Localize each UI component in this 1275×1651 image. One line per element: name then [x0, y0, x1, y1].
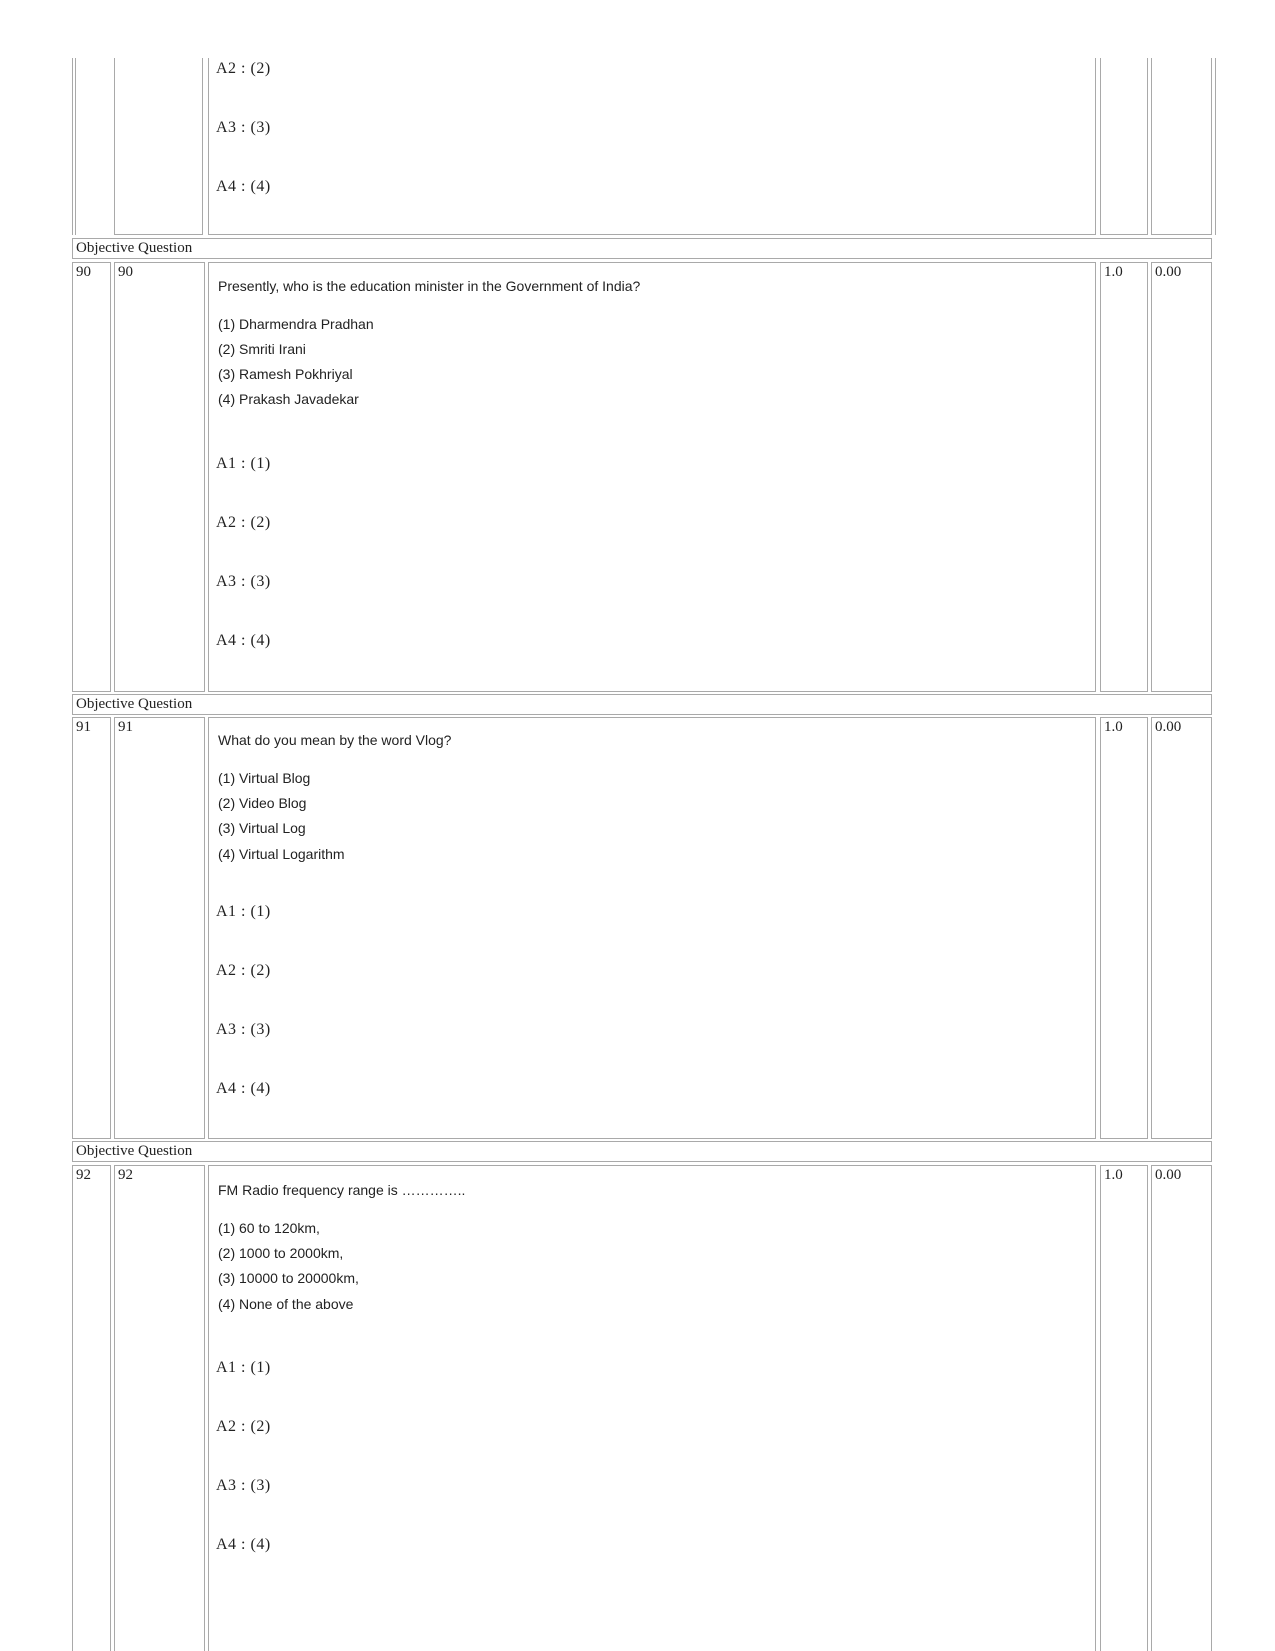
section-header: Objective Question	[72, 1141, 1212, 1162]
question-cell	[208, 717, 1096, 1139]
negative-cell	[1151, 262, 1212, 692]
section-header: Objective Question	[72, 238, 1212, 259]
question-text: FM Radio frequency range is …………..	[218, 1182, 466, 1198]
option-item: (1) Dharmendra Pradhan	[218, 316, 374, 332]
answer-option: A3 : (3)	[216, 1021, 271, 1038]
marks-cell	[1100, 58, 1148, 235]
answer-option: A1 : (1)	[216, 903, 271, 920]
question-text: What do you mean by the word Vlog?	[218, 732, 452, 748]
option-item: (3) 10000 to 20000km,	[218, 1270, 359, 1286]
section-header: Objective Question	[72, 694, 1212, 715]
question-cell	[208, 1165, 1096, 1651]
answer-option: A2 : (2)	[216, 962, 271, 979]
serial-number: 90	[76, 264, 91, 280]
answer-option: A1 : (1)	[216, 455, 271, 472]
serial-number: 92	[76, 1167, 91, 1183]
option-item: (3) Ramesh Pokhriyal	[218, 366, 353, 382]
marks-value: 1.0	[1104, 1167, 1123, 1183]
marks-value: 1.0	[1104, 719, 1123, 735]
option-item: (4) None of the above	[218, 1296, 354, 1312]
marks-cell	[1100, 262, 1148, 692]
marks-cell	[1100, 717, 1148, 1139]
qid-cell	[114, 717, 205, 1139]
question-id: 91	[118, 719, 133, 735]
answer-option: A4 : (4)	[216, 632, 271, 649]
question-cell	[208, 58, 1096, 235]
option-item: (2) 1000 to 2000km,	[218, 1245, 344, 1261]
table-border	[72, 58, 73, 235]
question-id: 92	[118, 1167, 133, 1183]
question-text: Presently, who is the education minister in the Government of India?	[218, 278, 641, 294]
answer-option: A3 : (3)	[216, 1477, 271, 1494]
option-item: (4) Prakash Javadekar	[218, 391, 359, 407]
negative-marks-value: 0.00	[1155, 264, 1182, 280]
option-item: (2) Video Blog	[218, 795, 307, 811]
option-item: (4) Virtual Logarithm	[218, 846, 345, 862]
answer-option: A3 : (3)	[216, 119, 271, 136]
answer-option: A1 : (1)	[216, 1359, 271, 1376]
negative-cell	[1151, 1165, 1212, 1651]
answer-option: A4 : (4)	[216, 1536, 271, 1553]
serial-cell	[72, 262, 111, 692]
answer-option: A4 : (4)	[216, 1080, 271, 1097]
negative-cell	[1151, 717, 1212, 1139]
answer-option: A2 : (2)	[216, 514, 271, 531]
negative-marks-value: 0.00	[1155, 1167, 1182, 1183]
qid-cell	[114, 1165, 205, 1651]
table-border	[1215, 58, 1216, 235]
serial-cell	[72, 1165, 111, 1651]
marks-value: 1.0	[1104, 264, 1123, 280]
option-item: (1) Virtual Blog	[218, 770, 311, 786]
answer-option: A3 : (3)	[216, 573, 271, 590]
answer-option: A2 : (2)	[216, 1418, 271, 1435]
serial-cell	[72, 717, 111, 1139]
answer-option: A4 : (4)	[216, 178, 271, 195]
negative-cell	[1151, 58, 1212, 235]
question-id: 90	[118, 264, 133, 280]
serial-number: 91	[76, 719, 91, 735]
marks-cell	[1100, 1165, 1148, 1651]
answer-option: A2 : (2)	[216, 60, 271, 77]
qid-cell	[114, 58, 203, 235]
option-item: (1) 60 to 120km,	[218, 1220, 320, 1236]
option-item: (2) Smriti Irani	[218, 341, 306, 357]
negative-marks-value: 0.00	[1155, 719, 1182, 735]
option-item: (3) Virtual Log	[218, 820, 306, 836]
table-border	[75, 58, 76, 235]
qid-cell	[114, 262, 205, 692]
